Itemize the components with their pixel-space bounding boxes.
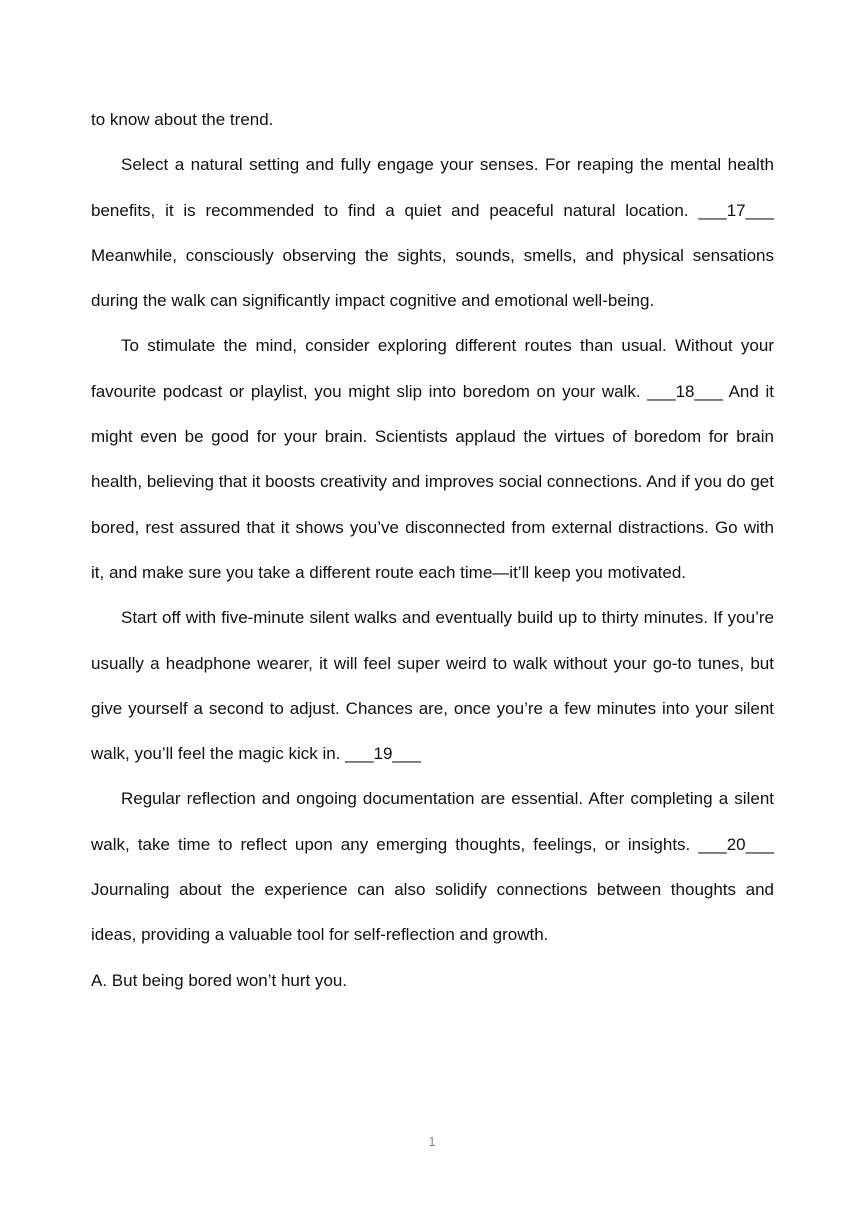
paragraph-natural-setting: Select a natural setting and fully engage your senses. For reaping the mental health benefits, it is recommended to find a quiet and peaceful natural location. ___17___ Meanwhile, consciously observing the sights, sounds, smells, and physical sensations during the walk can significantly impact cognitive and emotional well-being.: [91, 155, 774, 311]
paragraph-different-routes: To stimulate the mind, consider exploring different routes than usual. Without your favourite podcast or playlist, you might slip into boredom on your walk. ___18___ And it might even be good for your brain. Scientists applaud the virtues of boredom for brain health, believing that it boosts creativity and improves social connections. And if you do get bored, rest assured that it shows you’ve disconnected from external distractions. Go with it, and make sure you take a different route each time—it’ll keep you motivated.: [91, 336, 774, 582]
paragraph-continuation: to know about the trend.: [91, 110, 274, 129]
paragraph-reflection: Regular reflection and ongoing documentation are essential. After completing a silent walk, take time to reflect upon any emerging thoughts, feelings, or insights. ___20___ Journaling about the experience can also solidify connections between thoughts and ideas, providing a valuable tool for self-reflection and growth.: [91, 789, 774, 945]
page-number: 1: [428, 1134, 436, 1149]
paragraph-silent-walks: Start off with five-minute silent walks and eventually build up to thirty minutes. If you’re usually a headphone wearer, it will feel super weird to walk without your go-to tunes, but give yourself a second to adjust. Chances are, once you’re a few minutes into your silent walk, you’ll feel the magic kick in. ___19___: [91, 608, 774, 764]
document-body: [91, 97, 774, 1003]
option-a: A. But being bored won’t hurt you.: [91, 970, 348, 990]
